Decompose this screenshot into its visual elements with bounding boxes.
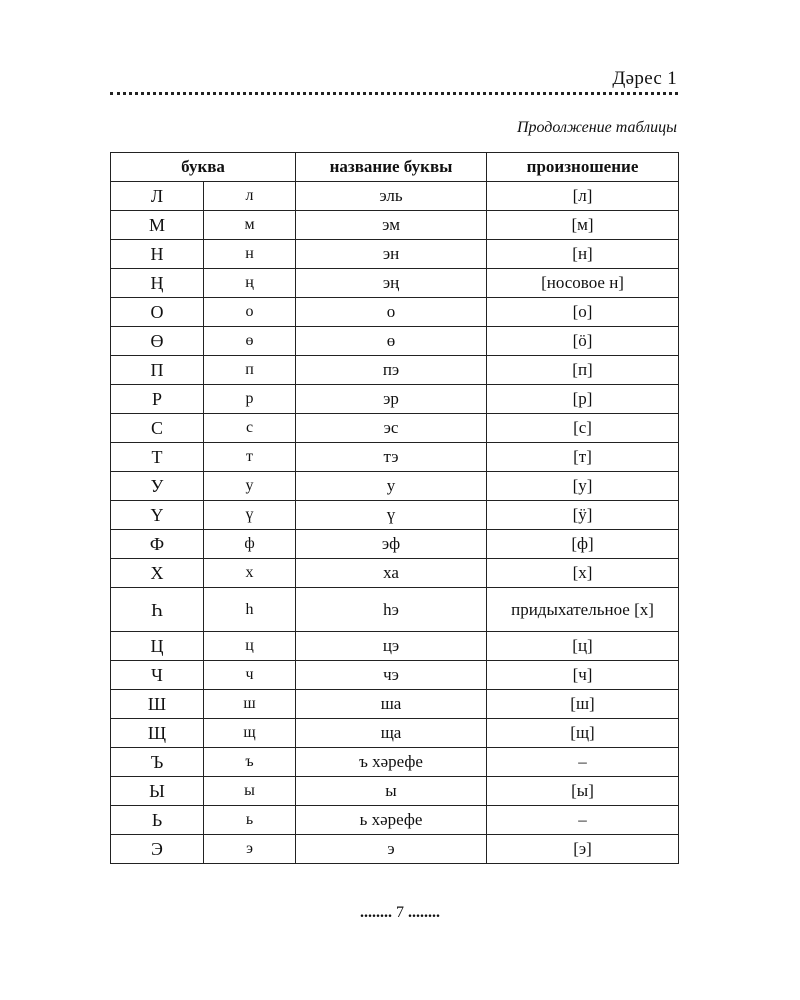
- cell-lowercase: х: [204, 559, 296, 588]
- cell-letter-name: ө: [296, 327, 487, 356]
- cell-lowercase: һ: [204, 588, 296, 632]
- cell-pronunciation: [т]: [487, 443, 679, 472]
- cell-lowercase: ч: [204, 661, 296, 690]
- cell-lowercase: н: [204, 240, 296, 269]
- table-row: [111, 211, 679, 240]
- cell-uppercase: Ң: [111, 269, 204, 298]
- cell-uppercase: Ш: [111, 690, 204, 719]
- cell-pronunciation: [ӱ]: [487, 501, 679, 530]
- cell-letter-name: ъ хәрефе: [296, 748, 487, 777]
- footer-dots-left: ........: [360, 904, 392, 921]
- header-pronunciation: произношение: [487, 153, 679, 182]
- cell-pronunciation: –: [487, 806, 679, 835]
- cell-uppercase: У: [111, 472, 204, 501]
- cell-pronunciation: [п]: [487, 356, 679, 385]
- cell-lowercase: п: [204, 356, 296, 385]
- cell-uppercase: Ф: [111, 530, 204, 559]
- table-row: [111, 690, 679, 719]
- cell-uppercase: П: [111, 356, 204, 385]
- table-row: [111, 414, 679, 443]
- table-continuation-caption: Продолжение таблицы: [516, 119, 677, 136]
- cell-letter-name: ү: [296, 501, 487, 530]
- cell-letter-name: эн: [296, 240, 487, 269]
- table-row: [111, 269, 679, 298]
- cell-letter-name: эль: [296, 182, 487, 211]
- cell-uppercase: Т: [111, 443, 204, 472]
- cell-pronunciation: [с]: [487, 414, 679, 443]
- table-row: [111, 530, 679, 559]
- cell-pronunciation: [ш]: [487, 690, 679, 719]
- table-row: [111, 385, 679, 414]
- cell-lowercase: ө: [204, 327, 296, 356]
- table-row: [111, 240, 679, 269]
- cell-letter-name: пэ: [296, 356, 487, 385]
- cell-pronunciation: [л]: [487, 182, 679, 211]
- cell-pronunciation: [м]: [487, 211, 679, 240]
- cell-pronunciation: –: [487, 748, 679, 777]
- cell-letter-name: эң: [296, 269, 487, 298]
- cell-letter-name: ы: [296, 777, 487, 806]
- cell-uppercase: О: [111, 298, 204, 327]
- cell-letter-name: ща: [296, 719, 487, 748]
- cell-uppercase: Н: [111, 240, 204, 269]
- cell-uppercase: Ү: [111, 501, 204, 530]
- header-letter: буква: [111, 153, 296, 182]
- cell-pronunciation: [ц]: [487, 632, 679, 661]
- cell-lowercase: ы: [204, 777, 296, 806]
- cell-uppercase: Ө: [111, 327, 204, 356]
- cell-letter-name: тэ: [296, 443, 487, 472]
- cell-uppercase: Ч: [111, 661, 204, 690]
- table-row: [111, 559, 679, 588]
- table-row: [111, 443, 679, 472]
- header-letter-name: название буквы: [296, 153, 487, 182]
- cell-pronunciation: [р]: [487, 385, 679, 414]
- cell-uppercase: Ц: [111, 632, 204, 661]
- cell-letter-name: у: [296, 472, 487, 501]
- table-row: [111, 748, 679, 777]
- cell-uppercase: Һ: [111, 588, 204, 632]
- table-body: [111, 182, 679, 864]
- cell-uppercase: Л: [111, 182, 204, 211]
- cell-uppercase: Х: [111, 559, 204, 588]
- cell-lowercase: э: [204, 835, 296, 864]
- cell-lowercase: ь: [204, 806, 296, 835]
- cell-letter-name: эс: [296, 414, 487, 443]
- cell-letter-name: ь хәрефе: [296, 806, 487, 835]
- cell-lowercase: р: [204, 385, 296, 414]
- cell-pronunciation: придыхательное [х]: [487, 588, 679, 632]
- table-row: [111, 719, 679, 748]
- cell-letter-name: эм: [296, 211, 487, 240]
- cell-lowercase: ф: [204, 530, 296, 559]
- cell-lowercase: у: [204, 472, 296, 501]
- cell-pronunciation: [о]: [487, 298, 679, 327]
- cell-letter-name: цэ: [296, 632, 487, 661]
- cell-letter-name: о: [296, 298, 487, 327]
- cell-lowercase: щ: [204, 719, 296, 748]
- cell-uppercase: Ь: [111, 806, 204, 835]
- cell-lowercase: м: [204, 211, 296, 240]
- cell-letter-name: чэ: [296, 661, 487, 690]
- cell-pronunciation: [э]: [487, 835, 679, 864]
- table-row: [111, 356, 679, 385]
- cell-letter-name: эф: [296, 530, 487, 559]
- table-row: [111, 777, 679, 806]
- cell-pronunciation: [у]: [487, 472, 679, 501]
- cell-uppercase: Э: [111, 835, 204, 864]
- cell-letter-name: ха: [296, 559, 487, 588]
- table-row: [111, 327, 679, 356]
- cell-uppercase: С: [111, 414, 204, 443]
- cell-lowercase: ң: [204, 269, 296, 298]
- cell-pronunciation: [ӧ]: [487, 327, 679, 356]
- alphabet-table: [110, 152, 679, 864]
- cell-lowercase: ш: [204, 690, 296, 719]
- cell-pronunciation: [ч]: [487, 661, 679, 690]
- cell-lowercase: ъ: [204, 748, 296, 777]
- cell-pronunciation: [ф]: [487, 530, 679, 559]
- cell-pronunciation: [носовое н]: [487, 269, 679, 298]
- cell-pronunciation: [ы]: [487, 777, 679, 806]
- cell-uppercase: Р: [111, 385, 204, 414]
- table-header-row: [111, 153, 679, 182]
- cell-lowercase: о: [204, 298, 296, 327]
- cell-lowercase: ц: [204, 632, 296, 661]
- page-footer: [0, 904, 800, 922]
- lesson-header: Дәрес 1: [612, 68, 677, 89]
- cell-letter-name: ша: [296, 690, 487, 719]
- table-row: [111, 632, 679, 661]
- cell-uppercase: Щ: [111, 719, 204, 748]
- cell-lowercase: т: [204, 443, 296, 472]
- table-row: [111, 182, 679, 211]
- cell-lowercase: с: [204, 414, 296, 443]
- table-row: [111, 588, 679, 632]
- table-row: [111, 806, 679, 835]
- cell-uppercase: Ы: [111, 777, 204, 806]
- cell-letter-name: э: [296, 835, 487, 864]
- cell-lowercase: ү: [204, 501, 296, 530]
- table-row: [111, 472, 679, 501]
- cell-letter-name: һэ: [296, 588, 487, 632]
- cell-pronunciation: [х]: [487, 559, 679, 588]
- table-row: [111, 661, 679, 690]
- table-row: [111, 501, 679, 530]
- footer-dots-right: ........: [408, 904, 440, 921]
- page-number: 7: [396, 904, 404, 921]
- cell-lowercase: л: [204, 182, 296, 211]
- cell-pronunciation: [н]: [487, 240, 679, 269]
- cell-pronunciation: [щ]: [487, 719, 679, 748]
- table-row: [111, 298, 679, 327]
- cell-uppercase: Ъ: [111, 748, 204, 777]
- cell-uppercase: М: [111, 211, 204, 240]
- cell-letter-name: эр: [296, 385, 487, 414]
- header-divider: [110, 92, 678, 95]
- table-row: [111, 835, 679, 864]
